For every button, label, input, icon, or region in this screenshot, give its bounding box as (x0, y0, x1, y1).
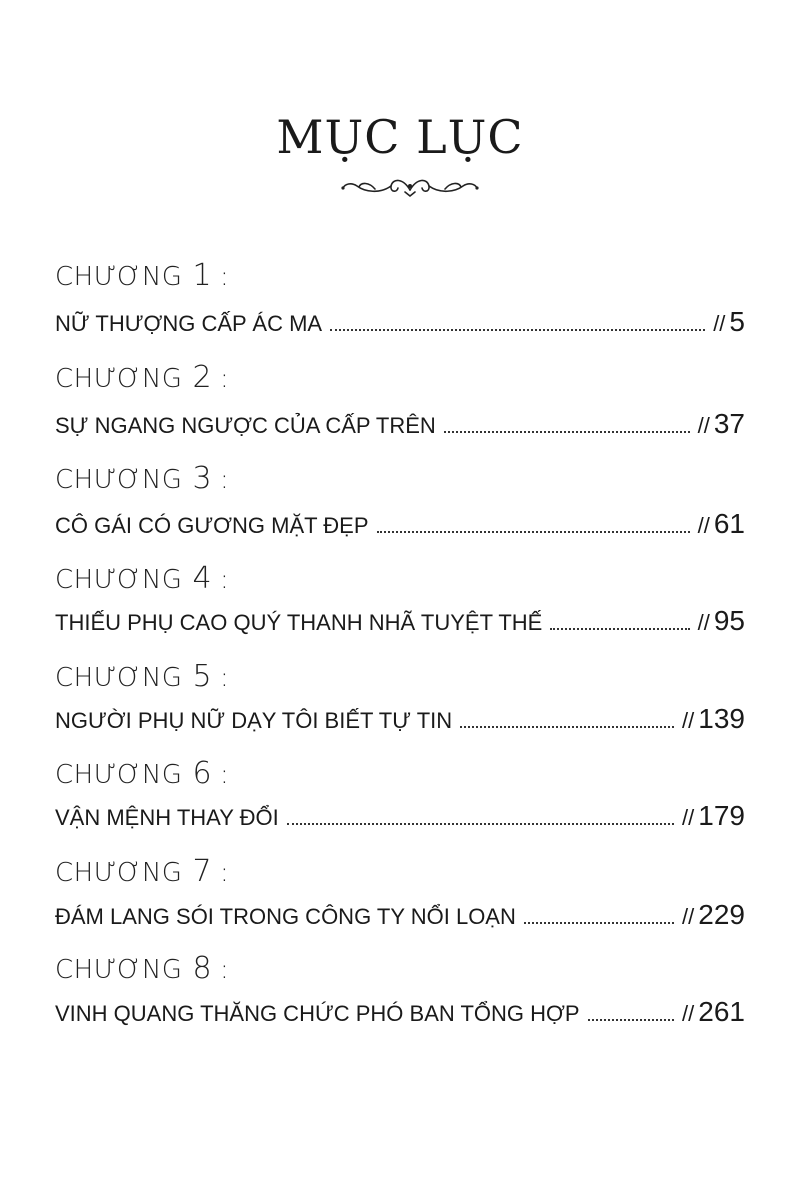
chapter-number: 5 (192, 659, 213, 694)
chapter-colon: : (220, 565, 230, 595)
page-value: 261 (698, 996, 745, 1027)
chapter-colon: : (220, 858, 230, 888)
chapter-label: CHƯƠNG (55, 465, 183, 495)
chapter-number: 7 (192, 854, 213, 889)
page-value: 5 (729, 306, 745, 337)
page-separator: // (697, 513, 710, 538)
page-value: 139 (698, 703, 745, 734)
chapter-label: CHƯƠNG (55, 760, 183, 790)
page-number (690, 408, 745, 440)
page-number (674, 703, 745, 735)
chapter-heading (55, 659, 229, 694)
page-separator: // (697, 413, 710, 438)
chapter-heading (55, 854, 229, 889)
chapter-label: CHƯƠNG (55, 858, 183, 888)
page-number (690, 508, 745, 540)
chapter-title: NGƯỜI PHỤ NỮ DẠY TÔI BIẾT TỰ TIN (55, 708, 453, 733)
page-number (705, 306, 745, 338)
chapter-title: SỰ NGANG NGƯỢC CỦA CẤP TRÊN (55, 413, 436, 438)
dot-leader (444, 430, 690, 433)
chapter-label: CHƯƠNG (55, 565, 183, 595)
page-value: 37 (713, 408, 745, 439)
chapter-colon: : (220, 955, 230, 985)
chapter-number: 2 (192, 360, 213, 395)
toc-entry[interactable] (55, 703, 745, 743)
chapter-title: CÔ GÁI CÓ GƯƠNG MẶT ĐẸP (55, 513, 369, 538)
page-number (690, 605, 745, 637)
chapter-heading (55, 360, 229, 395)
chapter-title: NỮ THƯỢNG CẤP ÁC MA (55, 311, 323, 336)
page-number (674, 996, 745, 1028)
chapter-number: 4 (192, 561, 213, 596)
toc-entry[interactable] (55, 605, 745, 645)
page-value: 179 (698, 800, 745, 831)
chapter-colon: : (220, 364, 230, 394)
chapter-number: 8 (192, 951, 213, 986)
dot-leader (460, 725, 674, 728)
toc-entry[interactable] (55, 508, 745, 548)
toc-entry[interactable] (55, 996, 745, 1036)
chapter-colon: : (220, 262, 230, 292)
toc-entry[interactable] (55, 800, 745, 840)
page-number (674, 800, 745, 832)
chapter-number: 3 (192, 461, 213, 496)
page-title: MỤC LỤC (276, 110, 524, 164)
page-separator: // (682, 708, 695, 733)
chapter-heading (55, 258, 229, 293)
chapter-heading (55, 756, 229, 791)
toc-entry[interactable] (55, 306, 745, 346)
page-number (674, 899, 745, 931)
page-separator: // (713, 311, 726, 336)
page-separator: // (682, 805, 695, 830)
page-separator: // (682, 1001, 695, 1026)
chapter-heading (55, 561, 229, 596)
chapter-colon: : (220, 663, 230, 693)
chapter-label: CHƯƠNG (55, 262, 183, 292)
toc-entry[interactable] (55, 899, 745, 939)
chapter-colon: : (220, 760, 230, 790)
dot-leader (330, 328, 705, 331)
page-separator: // (682, 904, 695, 929)
chapter-title: VINH QUANG THĂNG CHỨC PHÓ BAN TỔNG HỢP (55, 1001, 580, 1026)
chapter-heading (55, 461, 229, 496)
chapter-number: 6 (192, 756, 213, 791)
chapter-title: THIẾU PHỤ CAO QUÝ THANH NHÃ TUYỆT THẾ (55, 610, 543, 635)
chapter-number: 1 (192, 258, 213, 293)
dot-leader (588, 1018, 674, 1021)
page-value: 61 (713, 508, 745, 539)
dot-leader (524, 921, 674, 924)
toc-entry[interactable] (55, 408, 745, 448)
dot-leader (377, 530, 690, 533)
page-value: 229 (698, 899, 745, 930)
chapter-title: VẬN MỆNH THAY ĐỔI (55, 805, 279, 830)
chapter-colon: : (220, 465, 230, 495)
chapter-label: CHƯƠNG (55, 663, 183, 693)
page-separator: // (697, 610, 710, 635)
page-value: 95 (713, 605, 745, 636)
dot-leader (550, 627, 689, 630)
chapter-label: CHƯƠNG (55, 364, 183, 394)
dot-leader (287, 822, 674, 825)
chapter-label: CHƯƠNG (55, 955, 183, 985)
chapter-heading (55, 951, 229, 986)
chapter-title: ĐÁM LANG SÓI TRONG CÔNG TY NỔI LOẠN (55, 904, 516, 929)
